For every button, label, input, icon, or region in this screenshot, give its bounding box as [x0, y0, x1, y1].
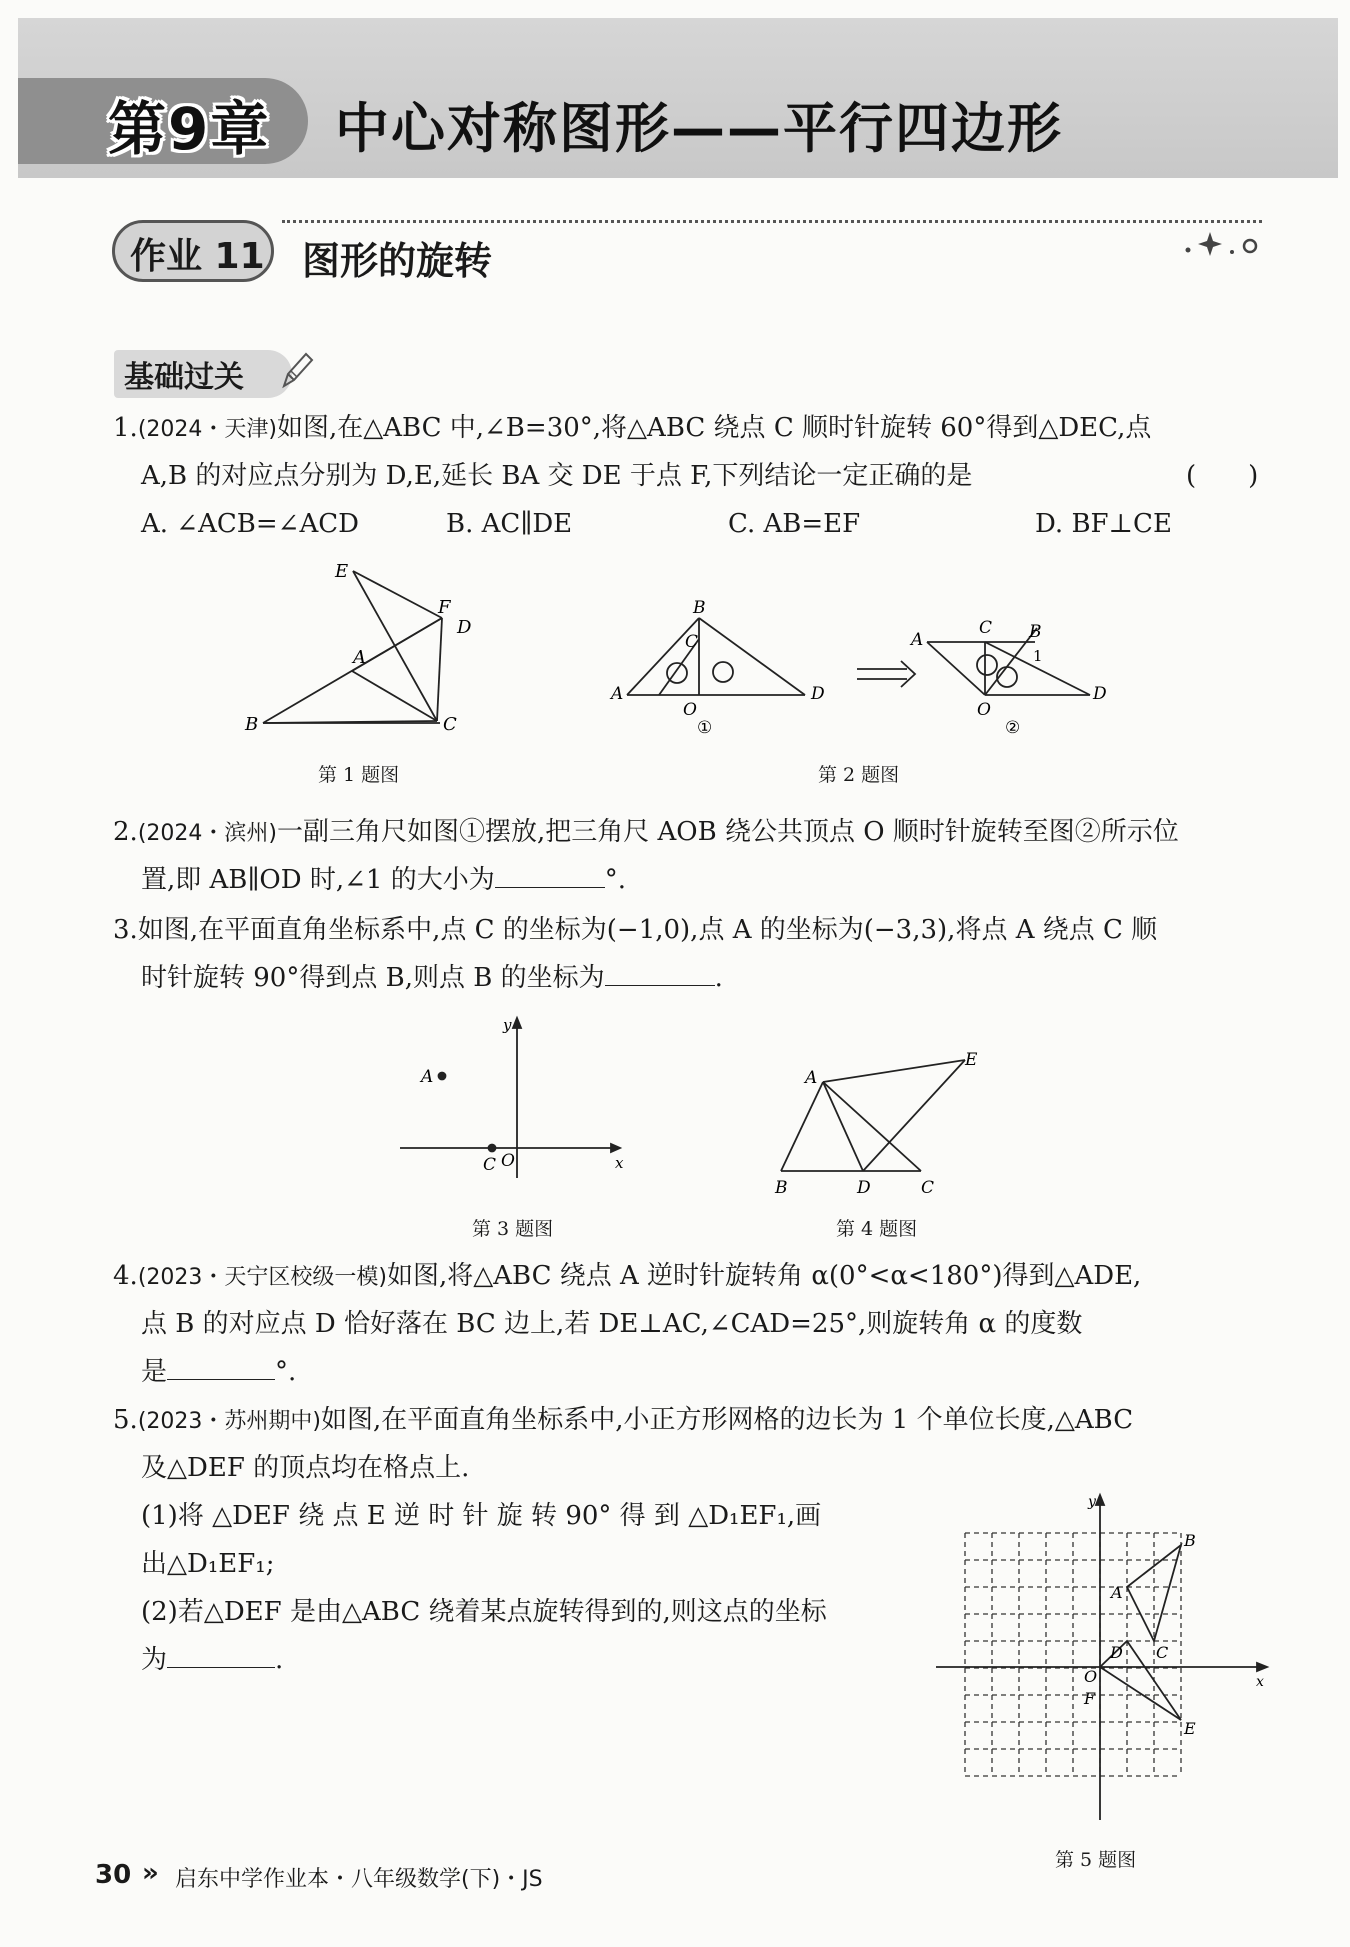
question-1-line-2	[141, 452, 972, 500]
answer-parentheses: ( )	[1186, 461, 1259, 491]
question-text: 如图,在平面直角坐标系中,点 C 的坐标为(−1,0),点 A 的坐标为(−3,3),将点 A 绕点 C 顺	[137, 915, 1158, 945]
question-text: 为	[141, 1645, 168, 1675]
fig2-label-c-right: C	[979, 618, 993, 638]
fig5-label-b: B	[1184, 1531, 1196, 1550]
question-number: 4.	[113, 1261, 138, 1291]
fig5-label-f: F	[1084, 1689, 1096, 1708]
question-text: 如图,在△ABC 中,∠B=30°,将△ABC 绕点 C 顺时针旋转 60°得到△DEC,点	[276, 413, 1152, 443]
pencil-icon	[278, 350, 314, 392]
fig1-label-b: B	[245, 714, 259, 735]
question-5-line-2	[141, 1444, 469, 1492]
question-4-line-1	[113, 1252, 1141, 1302]
option-c: C. AB=EF	[728, 509, 861, 539]
question-1-line-1	[113, 404, 1151, 454]
fig4-label-a: A	[805, 1068, 818, 1088]
decorative-dotted-line	[282, 220, 1262, 227]
fig5-label-c: C	[1156, 1643, 1169, 1662]
question-number: 1.	[113, 413, 138, 443]
fig5-label-x: x	[1256, 1674, 1264, 1690]
fig4-label-e: E	[965, 1050, 978, 1070]
fig2-label-o-right: O	[977, 700, 991, 720]
fig4-label-b: B	[775, 1178, 788, 1198]
fig2-label-d-left: D	[811, 684, 825, 704]
fig5-label-a: A	[1111, 1583, 1123, 1602]
fig1-label-c: C	[443, 714, 457, 735]
figure-1-caption: 第 1 题图	[318, 764, 400, 786]
footer-arrow-icon: »	[142, 1858, 159, 1888]
question-5-sub-2-line-1: (2)若△DEF 是由△ABC 绕着某点旋转得到的,则这点的坐标	[141, 1597, 827, 1627]
fig4-label-c: C	[921, 1178, 935, 1198]
fig1-label-f: F	[438, 597, 451, 618]
question-text-suffix: .	[275, 1645, 284, 1675]
figure-4-caption: 第 4 题图	[836, 1218, 918, 1240]
chapter-label: 第9章	[108, 95, 271, 163]
answer-blank[interactable]	[605, 965, 715, 986]
answer-blank[interactable]	[495, 867, 605, 888]
question-number: 5.	[113, 1405, 138, 1435]
question-text: 如图,将△ABC 绕点 A 逆时针旋转角 α(0°<α<180°)得到△ADE,	[386, 1261, 1142, 1291]
fig3-label-o: O	[501, 1151, 515, 1171]
fig1-label-e: E	[335, 561, 349, 582]
fig2-label-circle-2: ②	[1005, 718, 1021, 738]
fig2-label-b-right: B	[1029, 622, 1042, 642]
figure-2-diagram	[605, 595, 1115, 740]
fig2-label-circle-1: ①	[697, 718, 713, 738]
question-text: 置,即 AB∥OD 时,∠1 的大小为	[141, 865, 495, 895]
question-4-line-2	[141, 1300, 1082, 1348]
fig3-label-x: x	[615, 1154, 624, 1172]
fig3-label-a: A	[421, 1067, 434, 1087]
question-source: (2024・滨州)	[137, 821, 277, 846]
question-number: 2.	[113, 817, 138, 847]
homework-label: 作业 11	[130, 236, 265, 277]
homework-title: 图形的旋转	[302, 239, 493, 283]
fig2-label-a-right: A	[911, 630, 924, 650]
page-number: 30	[95, 1860, 132, 1890]
figure-3-diagram	[395, 1010, 630, 1180]
figure-1-diagram	[235, 555, 475, 740]
option-a: A. ∠ACB=∠ACD	[141, 509, 359, 539]
fig2-label-o-left: O	[683, 700, 697, 720]
question-3-line-2	[141, 954, 723, 1002]
fig2-label-a-left: A	[611, 684, 624, 704]
fig2-label-b-left: B	[693, 598, 706, 618]
answer-blank[interactable]	[167, 1359, 275, 1380]
figure-3-caption: 第 3 题图	[472, 1218, 554, 1240]
fig5-label-d: D	[1110, 1643, 1123, 1662]
question-4-line-3	[141, 1348, 296, 1396]
question-text: 如图,在平面直角坐标系中,小正方形网格的边长为 1 个单位长度,△ABC	[320, 1405, 1134, 1435]
fig4-label-d: D	[857, 1178, 871, 1198]
question-number: 3.	[113, 915, 138, 945]
footer-book-title: 启东中学作业本・八年级数学(下)・JS	[175, 1867, 543, 1892]
question-text-suffix: .	[714, 963, 723, 993]
question-source: (2023・天宁区校级一模)	[137, 1265, 387, 1290]
chapter-title: 中心对称图形——平行四边形	[335, 97, 1063, 160]
fig2-label-c-left: C	[685, 632, 699, 652]
answer-blank[interactable]	[167, 1647, 275, 1668]
sparkle-icon	[1180, 228, 1260, 258]
question-2-line-1	[113, 808, 1179, 858]
fig5-label-e: E	[1184, 1719, 1196, 1738]
figure-5-caption: 第 5 题图	[1055, 1849, 1137, 1871]
question-5-line-1	[113, 1396, 1133, 1446]
question-3-line-1	[113, 906, 1157, 954]
fig5-label-y: y	[1088, 1494, 1096, 1510]
figure-2-caption: 第 2 题图	[818, 764, 900, 786]
option-b: B. AC∥DE	[446, 509, 573, 539]
question-source: (2023・苏州期中)	[137, 1409, 321, 1434]
fig3-label-y: y	[503, 1016, 512, 1034]
question-text: 是	[141, 1357, 168, 1387]
section-label: 基础过关	[124, 360, 244, 395]
fig2-label-angle-1: 1	[1033, 647, 1043, 665]
question-text: 时针旋转 90°得到点 B,则点 B 的坐标为	[141, 963, 605, 993]
question-source: (2024・天津)	[137, 417, 277, 442]
fig2-label-d-right: D	[1093, 684, 1107, 704]
question-2-line-2	[141, 856, 626, 904]
question-5-sub-2-line-2	[141, 1636, 283, 1684]
fig3-label-c: C	[483, 1155, 497, 1175]
option-d: D. BF⊥CE	[1035, 509, 1172, 539]
question-text-suffix: °.	[275, 1357, 297, 1387]
question-text-suffix: °.	[604, 865, 626, 895]
question-text: 点 B 的对应点 D 恰好落在 BC 边上,若 DE⊥AC,∠CAD=25°,则旋转角 α 的度数	[141, 1309, 1083, 1339]
question-text: 及△DEF 的顶点均在格点上.	[141, 1453, 470, 1483]
question-text: A,B 的对应点分别为 D,E,延长 BA 交 DE 于点 F,下列结论一定正确的是	[141, 461, 973, 491]
figure-4-diagram	[765, 1045, 995, 1200]
fig1-label-a: A	[353, 647, 366, 668]
fig1-label-d: D	[457, 617, 472, 638]
fig5-label-o: O	[1084, 1667, 1098, 1686]
figure-5-grid-diagram	[930, 1490, 1275, 1830]
question-5-sub-1-line-2: 出△D₁EF₁;	[141, 1549, 275, 1579]
question-5-sub-1-line-1: (1)将 △DEF 绕 点 E 逆 时 针 旋 转 90° 得 到 △D₁EF₁,画	[141, 1501, 822, 1531]
question-text: 一副三角尺如图①摆放,把三角尺 AOB 绕公共顶点 O 顺时针旋转至图②所示位	[276, 817, 1179, 847]
